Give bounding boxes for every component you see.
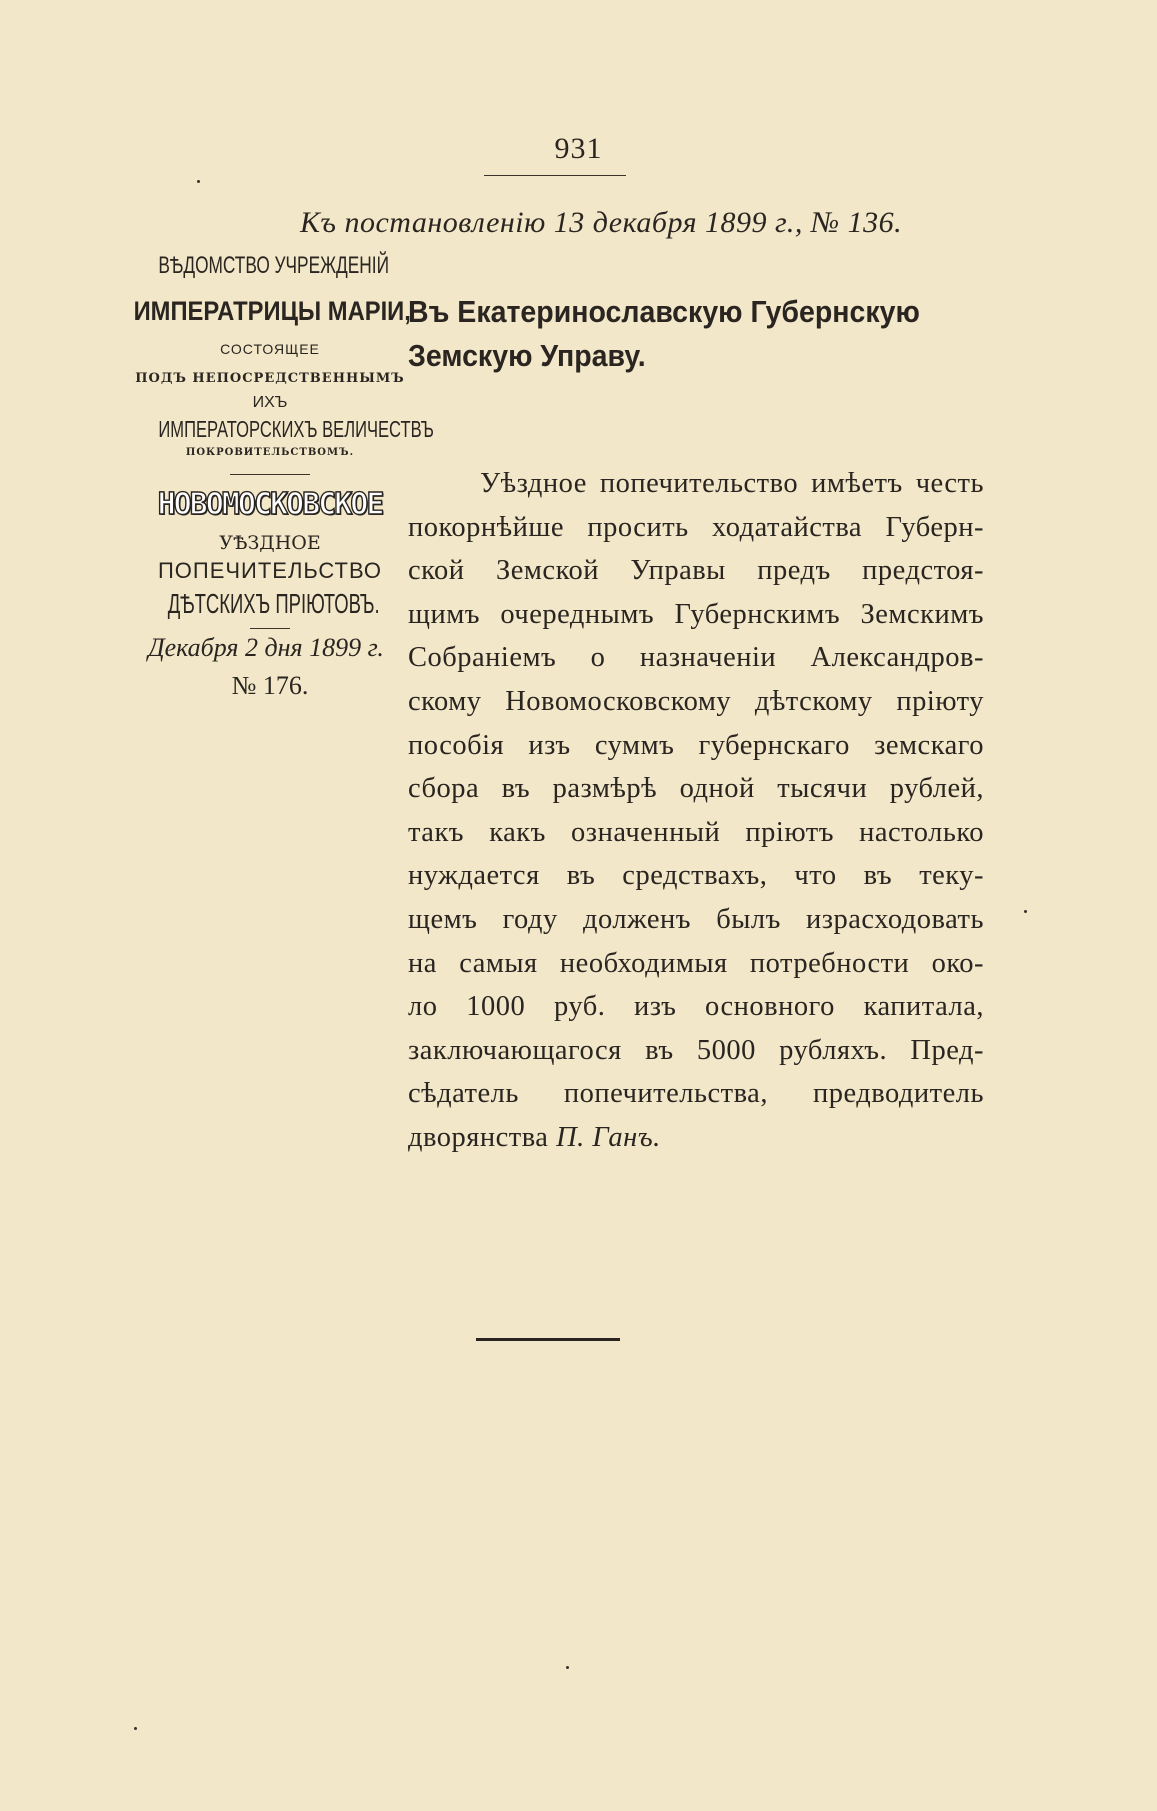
page-number-rule (484, 175, 626, 176)
sender-line-4: ПОДЪ НЕПОСРЕДСТВЕННЫМЪ (135, 371, 405, 386)
body-line: Уѣздное попечительство имѣетъ честь (480, 468, 984, 499)
print-speck (566, 1666, 569, 1669)
addressee-line-2: Земскую Управу. (408, 338, 646, 373)
sender-line-7: ПОКРОВИТЕЛЬСТВОМЪ. (185, 447, 355, 458)
body-line: такъ какъ означенный пріютъ настолько (408, 816, 984, 848)
body-line: сѣдатель попечительства, предводитель (408, 1078, 984, 1110)
closing-rule (476, 1338, 620, 1341)
sender-line-5: ИХЪ (252, 394, 288, 411)
sender-institution: НОВОМОСКОВСКОЕ (157, 487, 383, 522)
sender-divider (230, 474, 310, 475)
page-number: 931 (554, 132, 603, 165)
sender-number: № 176. (231, 671, 309, 700)
body-line: покорнѣйше просить ходатайства Губерн- (408, 511, 984, 543)
body-last-line (408, 1116, 984, 1160)
print-speck (197, 180, 200, 183)
reference-line: Къ постановленію 13 декабря 1899 г., № 136. (300, 206, 903, 239)
sender-line-6: ИМПЕРАТОРСКИХЪ ВЕЛИЧЕСТВЪ (158, 416, 434, 442)
body-line: скому Новомосковскому дѣтскому пріюту (408, 685, 984, 717)
sender-line-9: УѢЗДНОЕ (219, 532, 321, 554)
sender-line-1: ВѢДОМСТВО УЧРЕЖДЕНІЙ (158, 252, 389, 279)
body-line: нуждается въ средствахъ, что въ теку- (408, 860, 984, 892)
sender-line-3: СОСТОЯЩЕЕ (220, 341, 320, 357)
body-line: сбора въ размѣрѣ одной тысячи рублей, (408, 773, 984, 805)
print-speck (134, 1727, 137, 1730)
sender-date: Декабря 2 дня 1899 г. (148, 633, 384, 662)
body-line: щимъ очереднымъ Губернскимъ Земскимъ (408, 598, 984, 630)
body-last-prefix: дворянства (408, 1121, 549, 1153)
body-line: заключающагося въ 5000 рубляхъ. Пред- (408, 1034, 984, 1066)
body-line: пособія изъ суммъ губернскаго земскаго (408, 729, 984, 761)
print-speck (1024, 910, 1027, 913)
body-line: ской Земской Управы предъ предстоя- (408, 555, 984, 587)
body-line: на самыя необходимыя потребности око- (408, 947, 984, 979)
body-line: щемъ году долженъ былъ израсходовать (408, 903, 984, 935)
body-line: Собраніемъ о назначеніи Александров- (408, 642, 984, 674)
sender-divider-2 (250, 628, 290, 629)
body-line: ло 1000 руб. изъ основного капитала, (408, 991, 984, 1023)
sender-line-11: ДѢТСКИХЪ ПРІЮТОВЪ. (167, 588, 380, 619)
sender-line-10: ПОПЕЧИТЕЛЬСТВО (157, 558, 383, 583)
addressee (408, 290, 960, 378)
sender-block (115, 252, 434, 701)
letter-body (408, 462, 984, 1160)
sender-line-2: ИМПЕРАТРИЦЫ МАРІИ, (133, 296, 411, 326)
signature: П. Ганъ. (556, 1121, 661, 1153)
addressee-line-1: Въ Екатеринославскую Губернскую (408, 294, 920, 329)
